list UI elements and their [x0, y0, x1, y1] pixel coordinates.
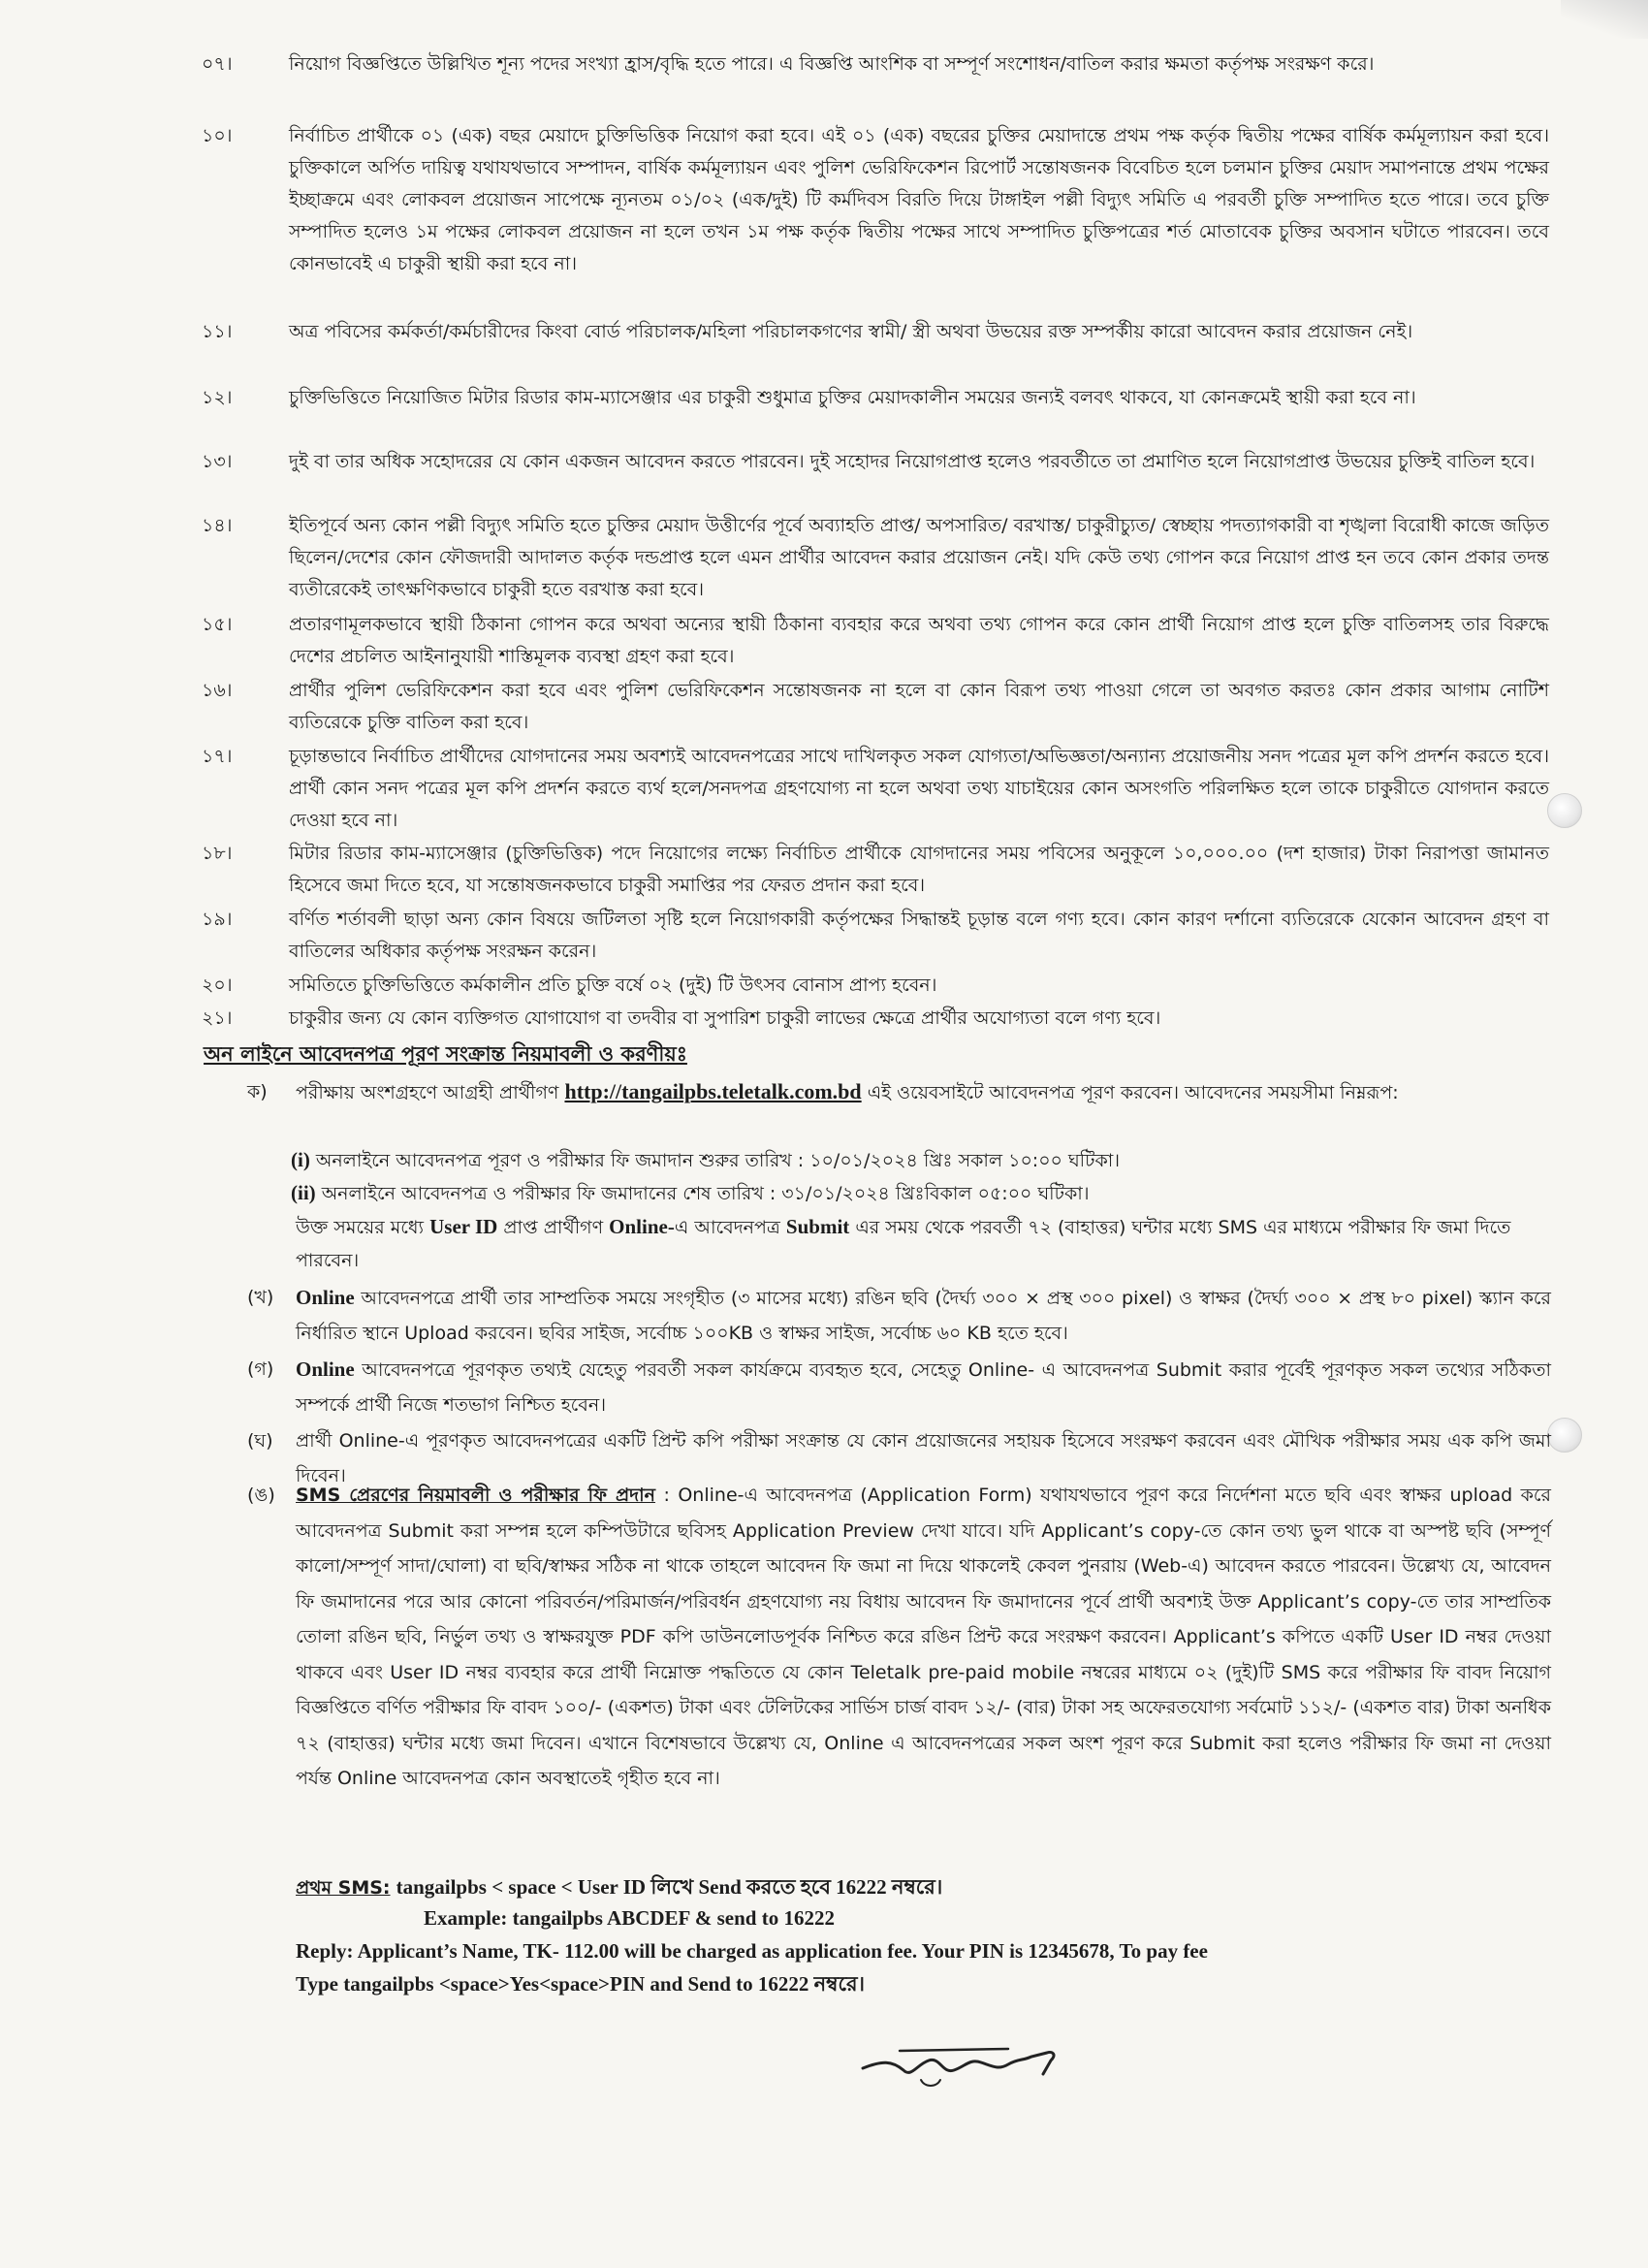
clause-number: ১০। — [202, 125, 233, 146]
first-sms-label: প্রথম SMS: — [296, 1877, 391, 1899]
sub-clause-uma-text — [296, 1478, 1551, 1797]
first-sms-line — [296, 1871, 1556, 1904]
note-part: উক্ত সময়ের মধ্যে — [296, 1217, 425, 1238]
start-date-line — [291, 1144, 1120, 1177]
clause-number: ১৫। — [202, 614, 233, 635]
signature-image — [853, 2031, 1076, 2099]
ka-intro: পরীক্ষায় অংশগ্রহণে আগ্রহী প্রার্থীগণ — [296, 1082, 559, 1103]
clause-number: ০৭। — [202, 53, 233, 75]
clause-text: সমিতিতে চুক্তিভিত্তিতে কর্মকালীন প্রতি চুক্তি বর্ষে ০২ (দুই) টি উৎসব বোনাস প্রাপ্য হবেন। — [289, 974, 937, 996]
end-date-marker: (ii) — [291, 1181, 316, 1204]
start-date-marker: (i) — [291, 1148, 310, 1171]
first-sms-text: tangailpbs < space < User ID লিখে Send করতে হবে 16222 নম্বরে। — [396, 1875, 943, 1899]
clause-text: মিটার রিডার কাম-ম্যাসেঞ্জার (চুক্তিভিত্তিক) পদে নিয়োগের লক্ষ্যে নির্বাচিত প্রার্থীকে যোগদানের সময় পবিসের অনুকূলে ১০,০০০.০০ (দশ হাজার) টাকা নিরাপত্তা জামানত হিসেবে জমা দিতে হবে, যা সন্তোষজনকভাবে চাকুরী সমাপ্তির পর ফেরত প্রদান করা হবে। — [289, 843, 1549, 896]
clause-text: দুই বা তার অধিক সহোদরের যে কোন একজন আবেদন করতে পারবেন। দুই সহোদর নিয়োগপ্রাপ্ত হলেও পরবর্তীতে তা প্রমাণিত হলে নিয়োগপ্রাপ্ত উভয়ের চুক্তিই বাতিল হবে। — [289, 451, 1536, 472]
sms-reply-line-2: Type tangailpbs <space>Yes<space>PIN and Send to 16222 নম্বরে। — [296, 1972, 866, 1996]
clause-number: ১৯। — [202, 909, 233, 930]
note-part: Submit — [785, 1215, 850, 1238]
sms-rules-title: SMS প্রেরণের নিয়মাবলী ও পরীক্ষার ফি প্রদান — [296, 1485, 656, 1506]
sub-clause-gha-text: প্রার্থী Online-এ পূরণকৃত আবেদনপত্রের একটি প্রিন্ট কপি পরীক্ষা সংক্রান্ত যে কোন প্রয়োজনের সহায়ক হিসেবে সংরক্ষণ করবেন এবং মৌখিক পরীক্ষার সময় এক কপি জমা দিবেন। — [296, 1430, 1551, 1486]
note-part: এ আবেদনপত্র — [674, 1217, 780, 1238]
start-date-text: অনলাইনে আবেদনপত্র পূরণ ও পরীক্ষার ফি জমাদান শুরুর তারিখ : ১০/০১/২০২৪ খ্রিঃ সকাল ১০:০০ ঘটিকা। — [315, 1150, 1121, 1171]
clause-number: ১৮। — [202, 843, 233, 864]
kha-body: আবেদনপত্রে প্রার্থী তার সাম্প্রতিক সময়ে সংগৃহীত (৩ মাসের মধ্যে) রঙিন ছবি (দৈর্ঘ্য ৩০০ × প্রস্থ ৩০০ pixel) ও স্বাক্ষর (দৈর্ঘ্য ৩০০ × প্রস্থ ৮০ pixel) স্ক্যান করে নির্ধারিত স্থানে Upload করবেন। ছবির সাইজ, সর্বোচ্চ ১০০KB ও স্বাক্ষর সাইজ, সর্বোচ্চ ৬০ KB হতে হবে। — [296, 1288, 1551, 1344]
clause-number: ১৬। — [202, 680, 233, 701]
sms-window-note — [296, 1210, 1556, 1277]
clause-text: প্রার্থীর পুলিশ ভেরিফিকেশন করা হবে এবং পুলিশ ভেরিফিকেশন সন্তোষজনক না হলে বা কোন বিরূপ তথ্য পাওয়া গেলে তা অবগত করতঃ কোন প্রকার আগাম নোটিশ ব্যতিরেকে চুক্তি বাতিল করা হবে। — [289, 680, 1549, 733]
note-part: এর সময় থেকে পরবর্তী ৭২ (বাহাত্তর) ঘন্টার মধ্যে SMS এর মাধ্যমে পরীক্ষার ফি জমা দিতে পারবেন। — [296, 1217, 1511, 1271]
clause-number: ১১। — [202, 321, 233, 342]
sub-clause-kha-number: (খ) — [247, 1287, 274, 1308]
application-website-link[interactable]: http://tangailpbs.teletalk.com.bd — [564, 1079, 862, 1103]
clause-text: অত্র পবিসের কর্মকর্তা/কর্মচারীদের কিংবা বোর্ড পরিচালক/মহিলা পরিচালকগণের স্বামী/ স্ত্রী অথবা উভয়ের রক্ত সম্পর্কীয় কারো আবেদন করার প্রয়োজন নেই। — [289, 321, 1413, 342]
sub-clause-uma-number: (ঙ) — [247, 1485, 275, 1506]
sub-clause-ka-text — [296, 1074, 1551, 1110]
note-part: Online- — [609, 1215, 675, 1238]
clause-text: চাকুরীর জন্য যে কোন ব্যক্তিগত যোগাযোগ বা তদবীর বা সুপারিশ চাকুরী লাভের ক্ষেত্রে প্রার্থীর অযোগ্যতা বলে গণ্য হবে। — [289, 1007, 1161, 1029]
clause-text: নিয়োগ বিজ্ঞপ্তিতে উল্লিখিত শূন্য পদের সংখ্যা হ্রাস/বৃদ্ধি হতে পারে। এ বিজ্ঞপ্তি আংশিক বা সম্পূর্ণ সংশোধন/বাতিল করার ক্ষমতা কর্তৃপক্ষ সংরক্ষণ করে। — [289, 53, 1375, 75]
ga-lead: Online — [296, 1358, 355, 1381]
sms-rules-body: : Online-এ আবেদনপত্র (Application Form) যথাযথভাবে পূরণ করে নির্দেশনা মতে ছবি এবং স্বাক্ষর upload করে আবেদনপত্র Submit করা সম্পন্ন হলে কম্পিউটারে ছবিসহ Application Preview দেখা যাবে। যদি Applicant’s copy-তে কোন তথ্য ভুল থাকে বা অস্পষ্ট ছবি (সম্পূর্ণ কালো/সম্পূর্ণ সাদা/ঘোলা) বা ছবি/স্বাক্ষর সঠিক না থাকে তাহলে আবেদন ফি জমা না দিয়ে থাকলেই কেবল পুনরায় (Web-এ) আবেদন করতে পারবেন। উল্লেখ্য যে, আবেদন ফি জমাদানের পরে আর কোনো পরিবর্তন/পরিমার্জন/পরিবর্ধন গ্রহণযোগ্য নয় বিধায় আবেদন ফি জমাদানের পূর্বে প্রার্থী অবশ্যই উক্ত Applicant’s copy-তে তার সাম্প্রতিক তোলা রঙিন ছবি, নির্ভুল তথ্য ও স্বাক্ষরযুক্ত PDF কপি ডাউনলোডপূর্বক নিশ্চিত করে রঙিন প্রিন্ট করে সংরক্ষণ করবেন। Applicant’s কপিতে একটি User ID নম্বর দেওয়া থাকবে এবং User ID নম্বর ব্যবহার করে প্রার্থী নিম্নোক্ত পদ্ধতিতে যে কোন Teletalk pre-paid mobile নম্বরের মাধ্যমে ০২ (দুই)টি SMS করে পরীক্ষার ফি বাবদ নিয়োগ বিজ্ঞপ্তিতে বর্ণিত পরীক্ষার ফি বাবদ ১০০/- (একশত) টাকা এবং টেলিটকের সার্ভিস চার্জ বাবদ ১২/- (বার) টাকা সহ অফেরতযোগ্য সর্বমোট ১১২/- (একশত বার) টাকা অনধিক ৭২ (বাহাত্তর) ঘন্টার মধ্যে জমা দিবেন। এখানে বিশেষভাবে উল্লেখ্য যে, Online এ আবেদনপত্রের সকল অংশ পূরণ করে Submit করা হলেও পরীক্ষার ফি জমা না দেওয়া পর্যন্ত Online আবেদনপত্র কোন অবস্থাতেই গৃহীত হবে না। — [296, 1485, 1552, 1789]
sub-clause-ka-number: ক) — [247, 1081, 268, 1102]
ka-intro-tail: এই ওয়েবসাইটে আবেদনপত্র পূরণ করবেন। আবেদনের সময়সীমা নিম্নরূপ: — [867, 1082, 1399, 1103]
note-part: User ID — [429, 1215, 498, 1238]
sub-clause-gha-number: (ঘ) — [247, 1430, 273, 1452]
note-part: প্রাপ্ত প্রার্থীগণ — [503, 1217, 604, 1238]
sub-clause-ga-text — [296, 1352, 1551, 1422]
clause-text: চূড়ান্তভাবে নির্বাচিত প্রার্থীদের যোগদানের সময় অবশ্যই আবেদনপত্রের সাথে দাখিলকৃত সকল যোগ্যতা/অভিজ্ঞতা/অন্যান্য প্রয়োজনীয় সনদ পত্রের মূল কপি প্রদর্শন করতে হবে। প্রার্থী কোন সনদ পত্রের মূল কপি প্রদর্শন করতে ব্যর্থ হলে/সনদপত্র গ্রহণযোগ্য না হলে অথবা তথ্য যাচাইয়ের কোন অসংগতি পরিলক্ষিত হলে তাকে চাকুরীতে যোগদান করতে দেওয়া হবে না। — [289, 746, 1549, 831]
end-date-text: অনলাইনে আবেদনপত্র ও পরীক্ষার ফি জমাদানের শেষ তারিখ : ৩১/০১/২০২৪ খ্রিঃবিকাল ০৫:০০ ঘটিকা। — [321, 1183, 1090, 1204]
punch-hole-top — [1547, 793, 1582, 828]
sms-reply-line-1: Reply: Applicant’s Name, TK- 112.00 will be charged as application fee. Your PIN is 12345678, To pay fee — [296, 1939, 1208, 1963]
clause-number: ২০। — [202, 974, 233, 996]
kha-lead: Online — [296, 1286, 355, 1309]
clause-number: ২১। — [202, 1007, 233, 1029]
page-corner-fold — [1561, 0, 1648, 39]
online-section-heading: অন লাইনে আবেদনপত্র পূরণ সংক্রান্ত নিয়মাবলী ও করণীয়ঃ — [204, 1042, 687, 1066]
sub-clause-ga-number: (গ) — [247, 1358, 274, 1380]
clause-text: প্রতারণামূলকভাবে স্থায়ী ঠিকানা গোপন করে অথবা অন্যের স্থায়ী ঠিকানা ব্যবহার করে অথবা তথ্য গোপন করে কোন প্রার্থী নিয়োগ প্রাপ্ত হলে চুক্তি বাতিলসহ তার বিরুদ্ধে দেশের প্রচলিত আইনানুযায়ী শাস্তিমূলক ব্যবস্থা গ্রহণ করা হবে। — [289, 614, 1549, 667]
end-date-line — [291, 1177, 1090, 1210]
clause-text: বর্ণিত শর্তাবলী ছাড়া অন্য কোন বিষয়ে জটিলতা সৃষ্টি হলে নিয়োগকারী কর্তৃপক্ষের সিদ্ধান্তই চূড়ান্ত বলে গণ্য হবে। কোন কারণ দর্শানো ব্যতিরেকে যেকোন আবেদন গ্রহণ বা বাতিলের অধিকার কর্তৃপক্ষ সংরক্ষন করেন। — [289, 909, 1549, 962]
clause-text: ইতিপূর্বে অন্য কোন পল্লী বিদ্যুৎ সমিতি হতে চুক্তির মেয়াদ উত্তীর্ণের পূর্বে অব্যাহতি প্রাপ্ত/ অপসারিত/ বরখাস্ত/ চাকুরীচ্যুত/ স্বেচ্ছায় পদত্যাগকারী বা শৃঙ্খলা বিরোধী কাজে জড়িত ছিলেন/দেশের কোন ফৌজদারী আদালত কর্তৃক দন্ডপ্রাপ্ত হলে এমন প্রার্থীর আবেদন করার প্রয়োজন নেই। যদি কেউ তথ্য গোপন করে নিয়োগ প্রাপ্ত হন তবে কোন প্রকার তদন্ত ব্যতীরেকেই তাৎক্ষণিকভাবে চাকুরী হতে বরখাস্ত করা হবে। — [289, 515, 1549, 600]
clause-text: চুক্তিভিত্তিতে নিয়োজিত মিটার রিডার কাম-ম্যাসেঞ্জার এর চাকুরী শুধুমাত্র চুক্তির মেয়াদকালীন সময়ের জন্যই বলবৎ থাকবে, যা কোনক্রমেই স্থায়ী করা হবে না। — [289, 387, 1416, 408]
clause-number: ১২। — [202, 387, 233, 408]
clause-number: ১৭। — [202, 746, 233, 767]
punch-hole-bottom — [1547, 1418, 1582, 1453]
clause-number: ১৪। — [202, 515, 233, 536]
sms-example: Example: tangailpbs ABCDEF & send to 16222 — [424, 1906, 835, 1930]
ga-body: আবেদনপত্রে পূরণকৃত তথ্যই যেহেতু পরবর্তী সকল কার্যক্রমে ব্যবহৃত হবে, সেহেতু Online- এ আবেদনপত্র Submit করার পূর্বেই পূরণকৃত সকল তথ্যের সঠিকতা সম্পর্কে প্রার্থী নিজে শতভাগ নিশ্চিত হবেন। — [296, 1359, 1551, 1416]
sub-clause-kha-text — [296, 1280, 1551, 1351]
clause-number: ১৩। — [202, 451, 233, 472]
clause-text: নির্বাচিত প্রার্থীকে ০১ (এক) বছর মেয়াদে চুক্তিভিত্তিক নিয়োগ করা হবে। এই ০১ (এক) বছরের চুক্তির মেয়াদান্তে প্রথম পক্ষ কর্তৃক দ্বিতীয় পক্ষের বার্ষিক কর্মমূল্যায়ন করা হবে। চুক্তিকালে অর্পিত দায়িত্ব যথাযথভাবে সম্পাদন, বার্ষিক কর্মমূল্যায়ন এবং পুলিশ ভেরিফিকেশন রিপোর্ট সন্তোষজনক বিবেচিত হলে চলমান চুক্তির মেয়াদ সমাপনান্তে প্রথম পক্ষের ইচ্ছাক্রমে এবং লোকবল প্রয়োজন সাপেক্ষে ন্যূনতম ০১/০২ (এক/দুই) টি কর্মদিবস বিরতি দিয়ে টাঙ্গাইল পল্লী বিদ্যুৎ সমিতি এ পরবর্তী চুক্তি সম্পাদিত হতে পারে। তবে চুক্তি সম্পাদিত হলেও ১ম পক্ষের লোকবল প্রয়োজন না হলে তখন ১ম পক্ষ কর্তৃক দ্বিতীয় পক্ষের সাথে সম্পাদিত চুক্তিপত্রের শর্ত মোতাবেক চুক্তির অবসান ঘটাতে পারবেন। তবে কোনভাবেই এ চাকুরী স্থায়ী করা হবে না। — [289, 125, 1549, 274]
